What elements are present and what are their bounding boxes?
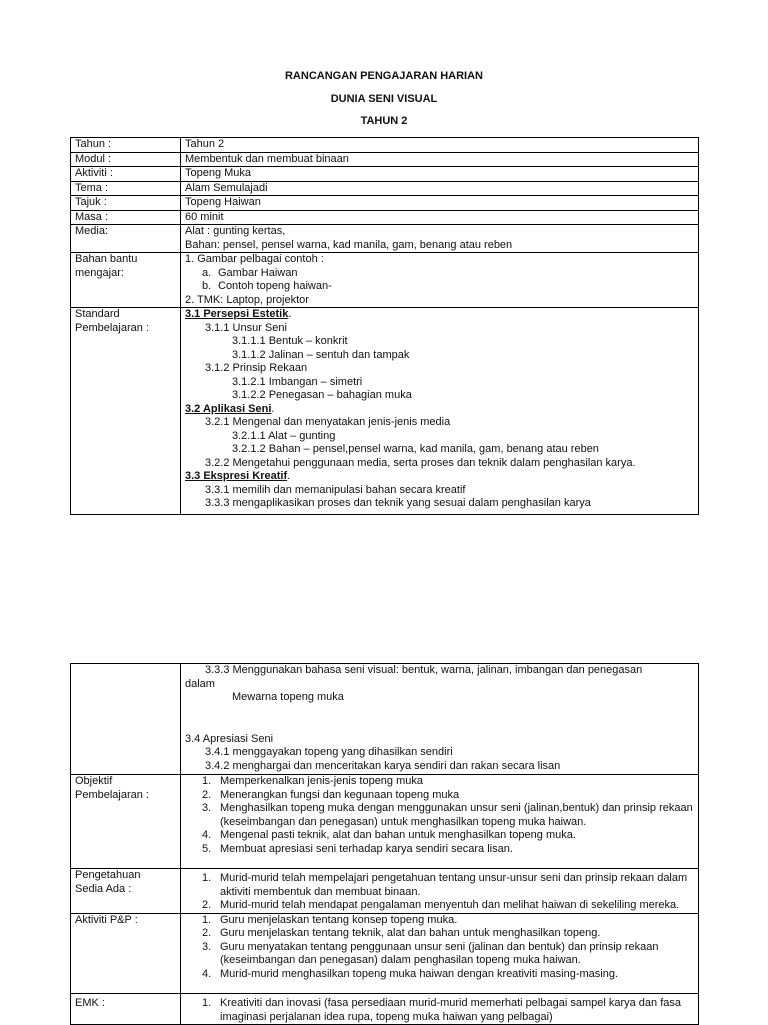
row-label — [71, 253, 181, 308]
row-standard-continued — [71, 664, 699, 775]
standard-line: 3.1.1.1 Bentuk – konkrit — [232, 335, 348, 347]
document-subtitle: DUNIA SENI VISUAL — [330, 93, 438, 105]
row-value: Membentuk dan membuat binaan — [181, 152, 699, 167]
row-label: Tajuk : — [71, 196, 181, 211]
label-line: Sedia Ada : — [75, 882, 132, 895]
row-media — [71, 225, 699, 253]
row-label — [71, 869, 181, 914]
list-item: 5. Membuat apresiasi seni terhadap karya sendiri secara lisan. — [202, 842, 513, 855]
label-line: Standard — [75, 308, 120, 320]
list-line: 1. Gambar pelbagai contoh : — [185, 253, 324, 265]
row-tajuk — [71, 196, 699, 211]
row-modul — [71, 152, 699, 167]
standard-line: 3.3.1 memilih dan memanipulasi bahan secara kreatif — [205, 483, 466, 496]
standard-heading: 3.3 Ekspresi Kreatif. — [185, 470, 291, 482]
standard-line: 3.1.2 Prinsip Rekaan — [205, 362, 308, 374]
row-objektif — [71, 775, 699, 869]
row-value — [181, 869, 699, 914]
list-marker: a. — [202, 266, 212, 279]
standard-heading: 3.4 Apresiasi Seni — [185, 732, 274, 745]
list-line: 2. TMK: Laptop, projektor — [185, 293, 309, 306]
row-standard-pembelajaran — [71, 308, 699, 515]
row-masa — [71, 210, 699, 225]
standard-line: 3.2.1.1 Alat – gunting — [232, 429, 336, 442]
standard-line: 3.2.2 Mengetahui penggunaan media, serta proses dan teknik dalam penghasilan karya. — [205, 456, 636, 469]
list-item: 1. Murid-murid telah mempelajari pengetahuan tentang unsur-unsur seni dan prinsip rekaan dalam aktiviti membentuk dan membuat binaan. — [202, 872, 688, 898]
list-marker: b. — [202, 280, 212, 292]
row-value — [181, 664, 699, 775]
list-item — [185, 280, 694, 294]
row-label: Media: — [71, 225, 181, 253]
list-item: 2. Menerangkan fungsi dan kegunaan topeng muka — [202, 788, 460, 801]
standard-line: 3.3.3 Menggunakan bahasa seni visual: bentuk, warna, jalinan, imbangan dan penegasan — [205, 664, 643, 676]
row-label: Tahun : — [71, 138, 181, 153]
standard-line: 3.2.1 Mengenal dan menyatakan jenis-jenis media — [205, 416, 451, 428]
row-pengetahuan — [71, 869, 699, 914]
row-label: Tema : — [71, 181, 181, 196]
row-value — [181, 913, 699, 994]
row-label — [71, 775, 181, 869]
row-value — [181, 253, 699, 308]
label-line: Pengetahuan — [75, 869, 141, 881]
row-value: Tahun 2 — [181, 138, 699, 153]
list-item: 4. Murid-murid menghasilkan topeng muka haiwan dengan kreativiti masing-masing. — [202, 967, 619, 980]
emk-list — [185, 997, 694, 1024]
standard-line: 3.1.1.2 Jalinan – sentuh dan tampak — [232, 348, 410, 361]
lesson-plan-table-2 — [70, 663, 699, 1025]
list-item: 2. Murid-murid telah mendapat pengalaman menyentuh dan melihat haiwan di sekeliling mereka. — [202, 899, 680, 911]
list-item: 3. Guru menyatakan tentang penggunaan unsur seni (jalinan dan bentuk) dan prinsip rekaan (keseimbangan dan penegasan) dalam penghasilan topeng muka haiwan. — [202, 940, 659, 966]
media-line: Alat : gunting kertas, — [185, 225, 286, 237]
list-item: 3. Menghasilkan topeng muka dengan menggunakan unsur seni (jalinan,bentuk) dan prinsip rekaan (keseimbangan dan penegasan) untuk menghasilkan topeng muka haiwan. — [202, 802, 693, 828]
row-tahun — [71, 138, 699, 153]
label-line: Pembelajaran : — [75, 788, 149, 801]
pengetahuan-list — [185, 872, 694, 913]
standard-line: dalam — [185, 677, 215, 690]
row-value: Alam Semulajadi — [181, 181, 699, 196]
list-text: Gambar Haiwan — [218, 266, 298, 279]
standard-line: 3.3.3 mengaplikasikan proses dan teknik yang sesuai dalam penghasilan karya — [205, 497, 591, 509]
list-item: 1. Guru menjelaskan tentang konsep topeng muka. — [202, 913, 458, 926]
document-title: RANCANGAN PENGAJARAN HARIAN — [284, 70, 483, 82]
list-text: Contoh topeng haiwan- — [218, 280, 332, 292]
standard-heading: 3.2 Aplikasi Seni. — [185, 402, 275, 415]
row-value — [181, 994, 699, 1025]
row-label: Aktiviti P&P : — [71, 913, 181, 994]
standard-heading: 3.1 Persepsi Estetik. — [185, 308, 292, 320]
row-label: EMK : — [71, 994, 181, 1025]
standard-line: 3.2.1.2 Bahan – pensel,pensel warna, kad manila, gam, benang atau reben — [232, 443, 599, 455]
row-tema — [71, 181, 699, 196]
row-aktiviti — [71, 167, 699, 182]
row-value — [181, 225, 699, 253]
row-aktiviti-pnp — [71, 913, 699, 994]
row-value — [181, 775, 699, 869]
lesson-plan-table-1 — [70, 137, 699, 515]
row-value: 60 minit — [181, 210, 699, 225]
list-item: 2. Guru menjelaskan tentang teknik, alat dan bahan untuk menghasilkan topeng. — [202, 927, 601, 939]
aktiviti-list — [185, 914, 694, 982]
objektif-list — [185, 775, 694, 856]
label-line: Bahan bantu — [75, 253, 138, 265]
row-value — [181, 308, 699, 515]
standard-line: 3.4.1 menggayakan topeng yang dihasilkan sendiri — [205, 746, 453, 758]
list-item — [185, 267, 694, 281]
row-label — [71, 308, 181, 515]
row-bahan-bantu — [71, 253, 699, 308]
row-label — [71, 664, 181, 775]
row-label: Aktiviti : — [71, 167, 181, 182]
row-value: Topeng Muka — [181, 167, 699, 182]
list-item: 1. Memperkenalkan jenis-jenis topeng muka — [202, 775, 423, 787]
label-line: mengajar: — [75, 266, 124, 279]
media-line: Bahan: pensel, pensel warna, kad manila, gam, benang atau reben — [185, 238, 513, 251]
label-line: Objektif — [75, 775, 113, 787]
label-line: Pembelajaran : — [75, 321, 149, 334]
standard-line: 3.4.2 menghargai dan menceritakan karya sendiri dan rakan secara lisan — [205, 759, 561, 772]
list-item: 4. Mengenal pasti teknik, alat dan bahan untuk menghasilkan topeng muka. — [202, 829, 576, 841]
standard-line: 3.1.2.2 Penegasan – bahagian muka — [232, 389, 412, 401]
row-value: Topeng Haiwan — [181, 196, 699, 211]
row-label: Modul : — [71, 152, 181, 167]
standard-line: 3.1.2.1 Imbangan – simetri — [232, 375, 363, 388]
standard-line: 3.1.1 Unsur Seni — [205, 321, 287, 334]
row-emk — [71, 994, 699, 1025]
standard-line: Mewarna topeng muka — [232, 691, 344, 703]
document-year: TAHUN 2 — [360, 115, 408, 127]
row-label: Masa : — [71, 210, 181, 225]
list-item: 1. Kreativiti dan inovasi (fasa persediaan murid-murid memerhati pelbagai sampel karya dan fasa imaginasi perjalanan idea rupa, topeng muka haiwan yang pelbagai) — [202, 997, 682, 1023]
